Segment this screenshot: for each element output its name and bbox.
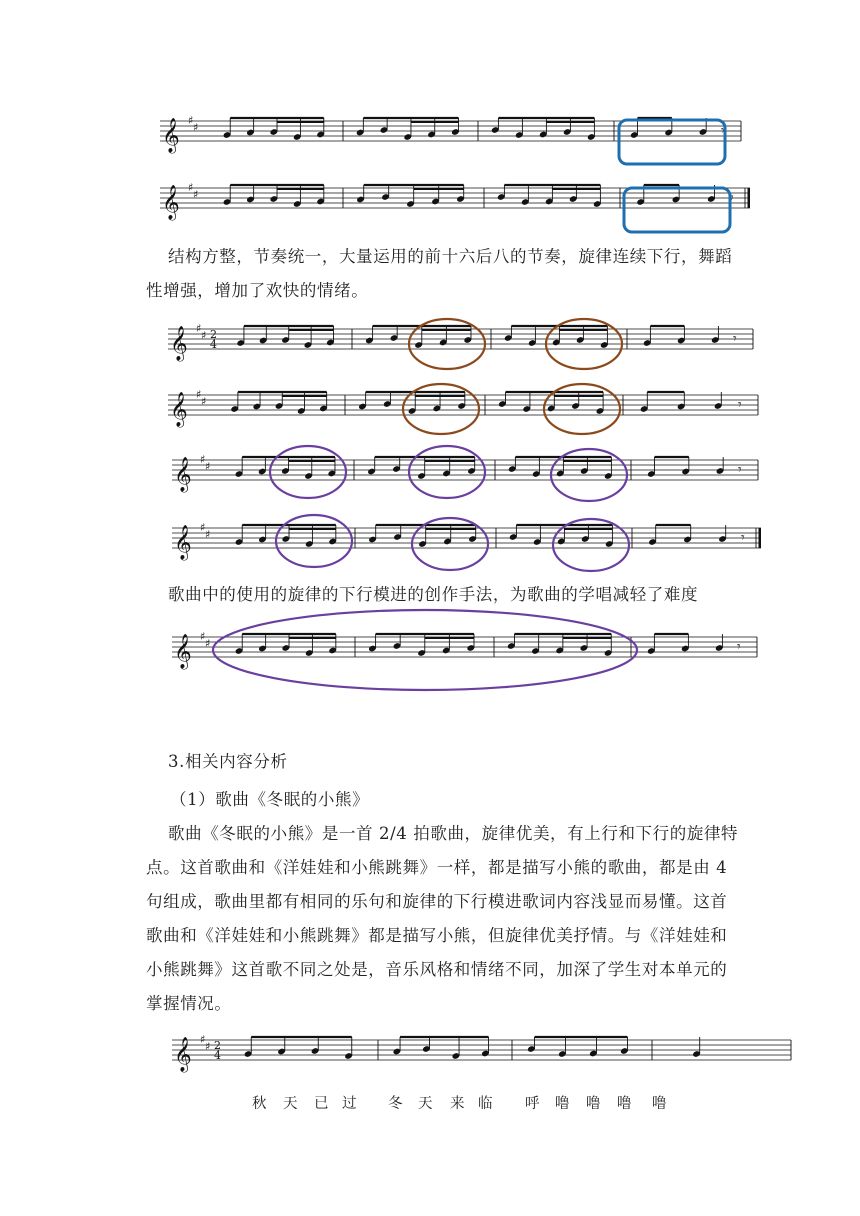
staff-system <box>172 521 761 561</box>
time-signature-top: 2 <box>210 328 217 341</box>
lyric-syllable: 噜 <box>586 1096 601 1112</box>
sharp-icon: ♯ <box>188 114 194 127</box>
time-signature-bottom: 4 <box>214 1049 221 1062</box>
treble-clef-icon: 𝄞 <box>162 185 180 220</box>
final-bar-line <box>748 188 751 208</box>
paragraph-line: 性增强，增加了欢快的情绪。 <box>146 281 369 300</box>
treble-clef-icon: 𝄞 <box>170 326 188 361</box>
lyric-syllable: 噜 <box>555 1096 570 1112</box>
sharp-icon: ♯ <box>205 637 211 650</box>
eighth-rest-icon: 𝄾 <box>738 462 742 478</box>
section-heading <box>168 745 288 779</box>
sharp-icon: ♯ <box>188 181 194 194</box>
final-bar-line <box>759 528 762 548</box>
sharp-icon: ♯ <box>193 188 199 201</box>
song-description <box>146 817 738 1021</box>
analysis-paragraph-1 <box>146 240 733 308</box>
sharp-icon: ♯ <box>193 121 199 134</box>
sharp-icon: ♯ <box>196 322 202 335</box>
treble-clef-icon: 𝄞 <box>174 457 192 492</box>
paragraph-line: 句组成，歌曲里都有相同的乐句和旋律的下行模进歌词内容浅显而易懂。这首 <box>146 892 728 911</box>
sharp-icon: ♯ <box>201 395 207 408</box>
sharp-icon: ♯ <box>200 521 206 534</box>
lyric-syllable: 天 <box>418 1096 433 1112</box>
treble-clef-icon: 𝄞 <box>174 634 192 669</box>
staff-system <box>172 630 757 670</box>
lyric-syllable: 噜 <box>652 1096 667 1112</box>
staff-system <box>172 453 758 493</box>
heading-text: 3.相关内容分析 <box>168 752 288 771</box>
paragraph-line: 歌曲《冬眠的小熊》是一首 2/4 拍歌曲，旋律优美，有上行和下行的旋律特 <box>168 824 739 843</box>
eighth-rest-icon: 𝄾 <box>730 190 734 206</box>
sharp-icon: ♯ <box>200 630 206 643</box>
lyric-syllable: 过 <box>342 1096 357 1112</box>
treble-clef-icon: 𝄞 <box>174 1037 192 1072</box>
eighth-rest-icon: 𝄾 <box>737 639 741 655</box>
sharp-icon: ♯ <box>205 1040 211 1053</box>
lyric-syllable: 噜 <box>617 1096 632 1112</box>
staff-system <box>168 388 758 428</box>
eighth-rest-icon: 𝄾 <box>741 530 745 546</box>
paragraph-line: 歌曲中的使用的旋律的下行模进的创作手法，为歌曲的学唱减轻了难度 <box>168 585 699 604</box>
lyric-syllable: 已 <box>314 1096 329 1112</box>
sharp-icon: ♯ <box>200 453 206 466</box>
lyric-syllable: 冬 <box>388 1096 403 1112</box>
paragraph-line: 点。这首歌曲和《洋娃娃和小熊跳舞》一样，都是描写小熊的歌曲，都是由 4 <box>146 858 728 877</box>
sharp-icon: ♯ <box>205 460 211 473</box>
lyric-syllable: 临 <box>478 1096 493 1112</box>
sharp-icon: ♯ <box>205 528 211 541</box>
sharp-icon: ♯ <box>196 388 202 401</box>
treble-clef-icon: 𝄞 <box>162 118 180 153</box>
time-signature-bottom: 4 <box>210 338 217 351</box>
eighth-rest-icon: 𝄾 <box>733 331 737 347</box>
sharp-icon: ♯ <box>200 1033 206 1046</box>
subheading-text: （1）歌曲《冬眠的小熊》 <box>170 790 370 809</box>
paragraph-line: 小熊跳舞》这首歌不同之处是，音乐风格和情绪不同，加深了学生对本单元的 <box>146 960 728 979</box>
eighth-rest-icon: 𝄾 <box>738 397 742 413</box>
staff-system <box>168 322 753 362</box>
paragraph-line: 掌握情况。 <box>146 994 232 1013</box>
eighth-rest-icon: 𝄾 <box>721 123 725 139</box>
paragraph-line: 结构方整，节奏统一，大量运用的前十六后八的节奏，旋律连续下行，舞蹈 <box>168 247 733 266</box>
highlight-oval <box>553 519 629 571</box>
lyric-syllable: 呼 <box>525 1096 540 1112</box>
paragraph-line: 歌曲和《洋娃娃和小熊跳舞》都是描写小熊，但旋律优美抒情。与《洋娃娃和 <box>146 926 728 945</box>
time-signature-top: 2 <box>214 1039 221 1052</box>
treble-clef-icon: 𝄞 <box>174 525 192 560</box>
treble-clef-icon: 𝄞 <box>170 392 188 427</box>
lyric-syllable: 天 <box>283 1096 298 1112</box>
sharp-icon: ♯ <box>201 329 207 342</box>
lyric-syllable: 秋 <box>252 1096 267 1112</box>
analysis-paragraph-2 <box>168 578 698 612</box>
lyric-syllable: 来 <box>450 1096 465 1112</box>
sub-heading <box>170 783 369 817</box>
staff-system <box>172 1033 791 1073</box>
